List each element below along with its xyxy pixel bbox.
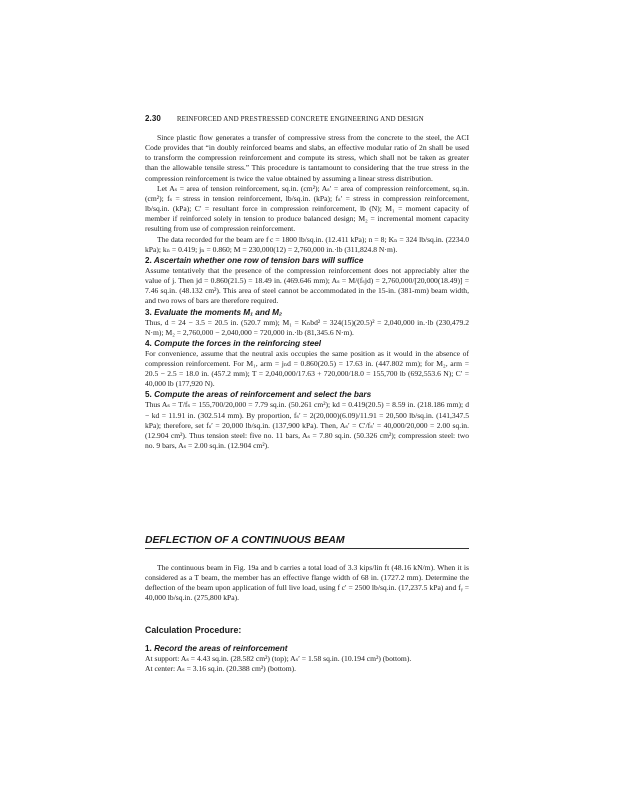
- step-heading: 5. Compute the areas of reinforcement and select the bars: [145, 390, 372, 400]
- data-paragraph: The data recorded for the beam are f c = 1800 lb/sq.in. (12.411 kPa); n = 8; Kₙ = 324 lb/sq.in. (2234.0 kPa); kₙ = 0.419; jₙ = 0.860; M = 230,000(12) = 2,760,000 in.·lb (311,824.8 N·m).: [145, 234, 469, 254]
- section-body: [145, 563, 469, 604]
- step-heading: 1. Record the areas of reinforcement: [145, 644, 288, 653]
- calculation-heading: Calculation Procedure:: [145, 625, 242, 635]
- step-text-line: At support: Aₛ = 4.43 sq.in. (28.582 cm²) (top); Aₛ′ = 1.58 sq.in. (10.194 cm²) (bottom).: [145, 654, 412, 663]
- running-title: REINFORCED AND PRESTRESSED CONCRETE ENGINEERING AND DESIGN: [176, 115, 424, 123]
- step-text: Thus, d = 24 − 3.5 = 20.5 in. (520.7 mm); M₁ = Kₙbd² = 324(15)(20.5)² = 2,040,000 in.·lb (230,479.2 N·m); M₂ = 2,760,000 − 2,040,000 = 720,000 in.·lb (81,345.6 N·m).: [145, 317, 469, 337]
- page-number: 2.30: [145, 114, 161, 123]
- step-text: Assume tentatively that the presence of the compression reinforcement does not appreciably alter the value of j. Then jd = 0.860(21.5) = 18.49 in. (469.646 mm); Aₛ = M/(fₛjd) = 2,760,000/[20,000(18.49)] = 7.46 sq.in. (48.132 cm²). This area of steel cannot be accommodated in the 15-in. (381-mm) beam width, and two rows of bars are therefore required.: [145, 265, 469, 306]
- step-heading: 4. Compute the forces in the reinforcing steel: [145, 338, 322, 348]
- step-text: Thus Aₛ = T/fₛ = 155,700/20,000 = 7.79 sq.in. (50.261 cm²); kd = 0.419(20.5) = 8.59 in. (218.186 mm); d − kd = 11.91 in. (302.514 mm). By proportion, fₛ′ = 2(20,000)(6.09)/11.91 = 20,500 lb/sq.in. (141,347.5 kPa); therefore, set fₛ′ = 20,000 lb/sq.in. (137,900 kPa). Then, Aₛ′ = C′/fₛ′ = 40,000/20,000 = 2.00 sq.in. (12.904 cm²). Thus tension steel: five no. 11 bars, Aₛ = 7.80 sq.in. (50.326 cm²); compression steel: two no. 9 bars, Aₛ = 2.00 sq.in. (12.904 cm²).: [145, 400, 469, 451]
- section-paragraph: The continuous beam in Fig. 19a and b carries a total load of 3.3 kips/lin ft (48.16 kN/m). When it is considered as a T beam, the member has an effective flange width of 68 in. (1727.2 mm). Determine the deflection of the beam upon application of full live load, using f c′ = 2500 lb/sq.in. (17,237.5 kPa) and fᵧ = 40,000 lb/sq.in. (275,800 kPa).: [145, 563, 469, 603]
- body-text-top: [145, 133, 469, 451]
- section-heading: DEFLECTION OF A CONTINUOUS BEAM: [145, 535, 469, 549]
- step-heading: 2. Ascertain whether one row of tension bars will suffice: [145, 255, 364, 265]
- intro-paragraph: Since plastic flow generates a transfer of compressive stress from the concrete to the steel, the ACI Code provides that “in doubly reinforced beams and slabs, an effective modular ratio of 2n shall be used to transform the compression reinforcement and compute its stress, which shall not be taken as greater than the allowable tensile stress.” This procedure is tantamount to considering that the true stress in the compression reinforcement is twice the value obtained by assuming a linear stress distribution.: [145, 133, 469, 183]
- calculation-body: [145, 643, 469, 674]
- step-text: For convenience, assume that the neutral axis occupies the same position as it would in the absence of compression reinforcement. For M₁, arm = jₙd = 0.860(20.5) = 17.63 in. (447.802 mm); for M₂, arm = 20.5 − 2.5 = 18.0 in. (457.2 mm); T = 2,040,000/17.63 + 720,000/18.0 = 155,700 lb (692,553.6 N); C′ = 40,000 lb (177,920 N).: [145, 348, 469, 389]
- definitions-paragraph: Let Aₛ = area of tension reinforcement, sq.in. (cm²); Aₛ′ = area of compression reinforcement, sq.in. (cm²); fₛ = stress in tension reinforcement, lb/sq.in. (kPa); fₛ′ = stress in compression reinforcement, lb/sq.in. (kPa); C′ = resultant force in compression reinforcement, lb (N); M₁ = moment capacity of member if reinforced solely in tension to produce balanced design; M₂ = incremental moment capacity resulting from use of compression reinforcement.: [145, 183, 469, 234]
- step-text-line: At center: Aₛ = 3.16 sq.in. (20.388 cm²) (bottom).: [145, 664, 297, 674]
- running-header: [145, 114, 475, 123]
- step-heading: 3. Evaluate the moments M₁ and M₂: [145, 307, 283, 317]
